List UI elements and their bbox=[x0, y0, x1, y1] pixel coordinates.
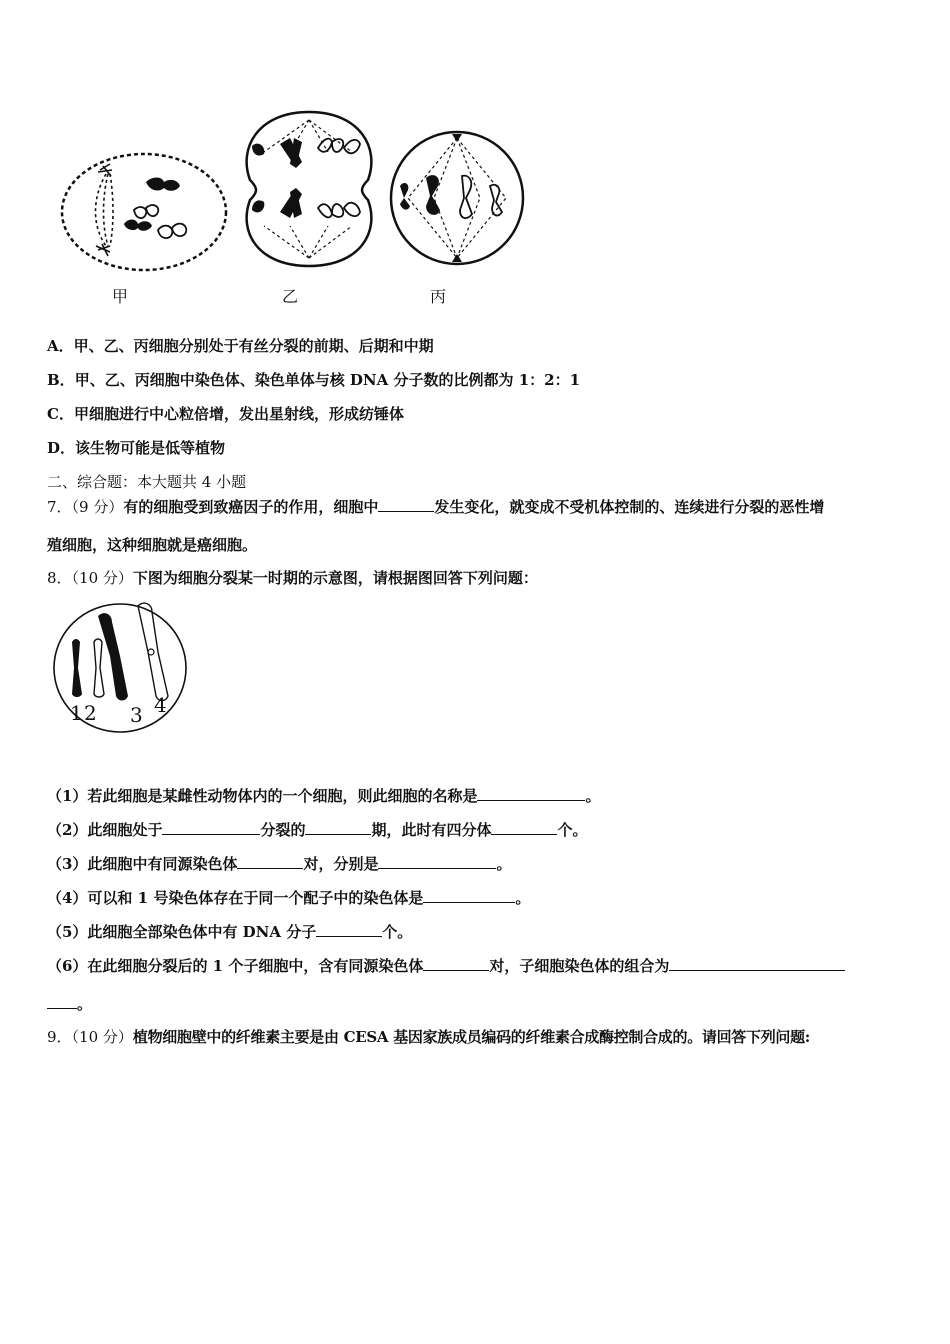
question-number: 9．（10 分） bbox=[47, 1028, 133, 1046]
sub-text: 。 bbox=[77, 995, 93, 1013]
answer-blank[interactable] bbox=[378, 497, 434, 512]
sub-text: 。 bbox=[585, 787, 601, 805]
answer-blank[interactable] bbox=[162, 820, 260, 835]
sub-text: 。 bbox=[496, 855, 512, 873]
cell-figure-jia bbox=[58, 148, 230, 276]
answer-blank[interactable] bbox=[477, 786, 585, 801]
answer-blank[interactable] bbox=[378, 854, 496, 869]
option-letter: D． bbox=[47, 439, 76, 457]
option-letter: A． bbox=[47, 337, 74, 355]
q7-part2: 发生变化，就变成不受机体控制的、连续进行分裂的恶性增 bbox=[434, 498, 825, 516]
answer-blank[interactable] bbox=[237, 854, 303, 869]
question-7 bbox=[47, 497, 824, 517]
answer-blank[interactable] bbox=[423, 956, 489, 971]
sub-text: 对，子细胞染色体的组合为 bbox=[489, 957, 670, 975]
q8-sub-2 bbox=[47, 820, 588, 840]
figure-label-bing: 丙 bbox=[430, 287, 447, 306]
cell-figure-bing bbox=[386, 128, 528, 268]
sub-text: 。 bbox=[515, 889, 531, 907]
q8-sub-5 bbox=[47, 922, 412, 942]
option-a bbox=[47, 336, 434, 356]
q7-continued: 殖细胞，这种细胞就是癌细胞。 bbox=[47, 536, 258, 554]
figure-label-jia: 甲 bbox=[112, 287, 129, 306]
q7-part1: 有的细胞受到致癌因子的作用，细胞中 bbox=[123, 498, 379, 516]
answer-blank[interactable] bbox=[305, 820, 371, 835]
chromosome-label-3: 3 bbox=[130, 703, 143, 727]
sub-text: （1）若此细胞是某雌性动物体内的一个细胞，则此细胞的名称是 bbox=[47, 787, 478, 805]
q8-sub-4 bbox=[47, 888, 530, 908]
q8-sub-6 bbox=[47, 956, 845, 976]
q9-text: 植物细胞壁中的纤维素主要是由 CESA 基因家族成员编码的纤维素合成酶控制合成的。请回答下列问题: bbox=[132, 1028, 811, 1046]
sub-text: 个。 bbox=[557, 821, 588, 839]
sub-text: （3）此细胞中有同源染色体 bbox=[47, 855, 238, 873]
option-text: 该生物可能是低等植物 bbox=[75, 439, 226, 457]
chromosome-label-2: 2 bbox=[84, 701, 97, 725]
answer-blank[interactable] bbox=[316, 922, 382, 937]
sub-text: 分裂的 bbox=[260, 821, 306, 839]
option-d bbox=[47, 438, 225, 458]
cell-figure-yi bbox=[240, 108, 378, 270]
answer-blank[interactable] bbox=[491, 820, 557, 835]
option-text: 甲、乙、丙细胞中染色体、染色单体与核 DNA 分子数的比例都为 1：2：1 bbox=[74, 371, 581, 389]
question-number: 7．（9 分） bbox=[47, 498, 124, 516]
answer-blank[interactable] bbox=[669, 956, 845, 971]
option-b bbox=[47, 370, 580, 390]
option-letter: B． bbox=[47, 371, 75, 389]
sub-text: 期，此时有四分体 bbox=[371, 821, 492, 839]
sub-text: 对，分别是 bbox=[303, 855, 379, 873]
sub-text: （5）此细胞全部染色体中有 DNA 分子 bbox=[47, 923, 317, 941]
option-text: 甲细胞进行中心粒倍增，发出星射线，形成纺锤体 bbox=[73, 405, 404, 423]
option-c bbox=[47, 404, 404, 424]
answer-blank[interactable] bbox=[47, 994, 77, 1009]
section-title: 二、综合题：本大题共 4 小题 bbox=[47, 473, 247, 491]
question-9 bbox=[47, 1027, 810, 1047]
sub-text: （6）在此细胞分裂后的 1 个子细胞中，含有同源染色体 bbox=[47, 957, 424, 975]
q8-sub-6-continued bbox=[47, 994, 92, 1014]
figure-label-yi: 乙 bbox=[282, 287, 299, 306]
question-number: 8．（10 分） bbox=[47, 569, 133, 587]
sub-text: （4）可以和 1 号染色体存在于同一个配子中的染色体是 bbox=[47, 889, 424, 907]
chromosome-figure bbox=[50, 600, 190, 736]
option-text: 甲、乙、丙细胞分别处于有丝分裂的前期、后期和中期 bbox=[73, 337, 434, 355]
option-letter: C． bbox=[47, 405, 74, 423]
question-8 bbox=[47, 568, 538, 588]
q8-sub-3 bbox=[47, 854, 511, 874]
q8-stem: 下图为细胞分裂某一时期的示意图，请根据图回答下列问题： bbox=[132, 569, 538, 587]
answer-blank[interactable] bbox=[423, 888, 515, 903]
chromosome-label-1: 1 bbox=[70, 701, 83, 725]
q8-sub-1 bbox=[47, 786, 600, 806]
sub-text: （2）此细胞处于 bbox=[47, 821, 163, 839]
sub-text: 个。 bbox=[382, 923, 413, 941]
chromosome-label-4: 4 bbox=[154, 693, 167, 717]
